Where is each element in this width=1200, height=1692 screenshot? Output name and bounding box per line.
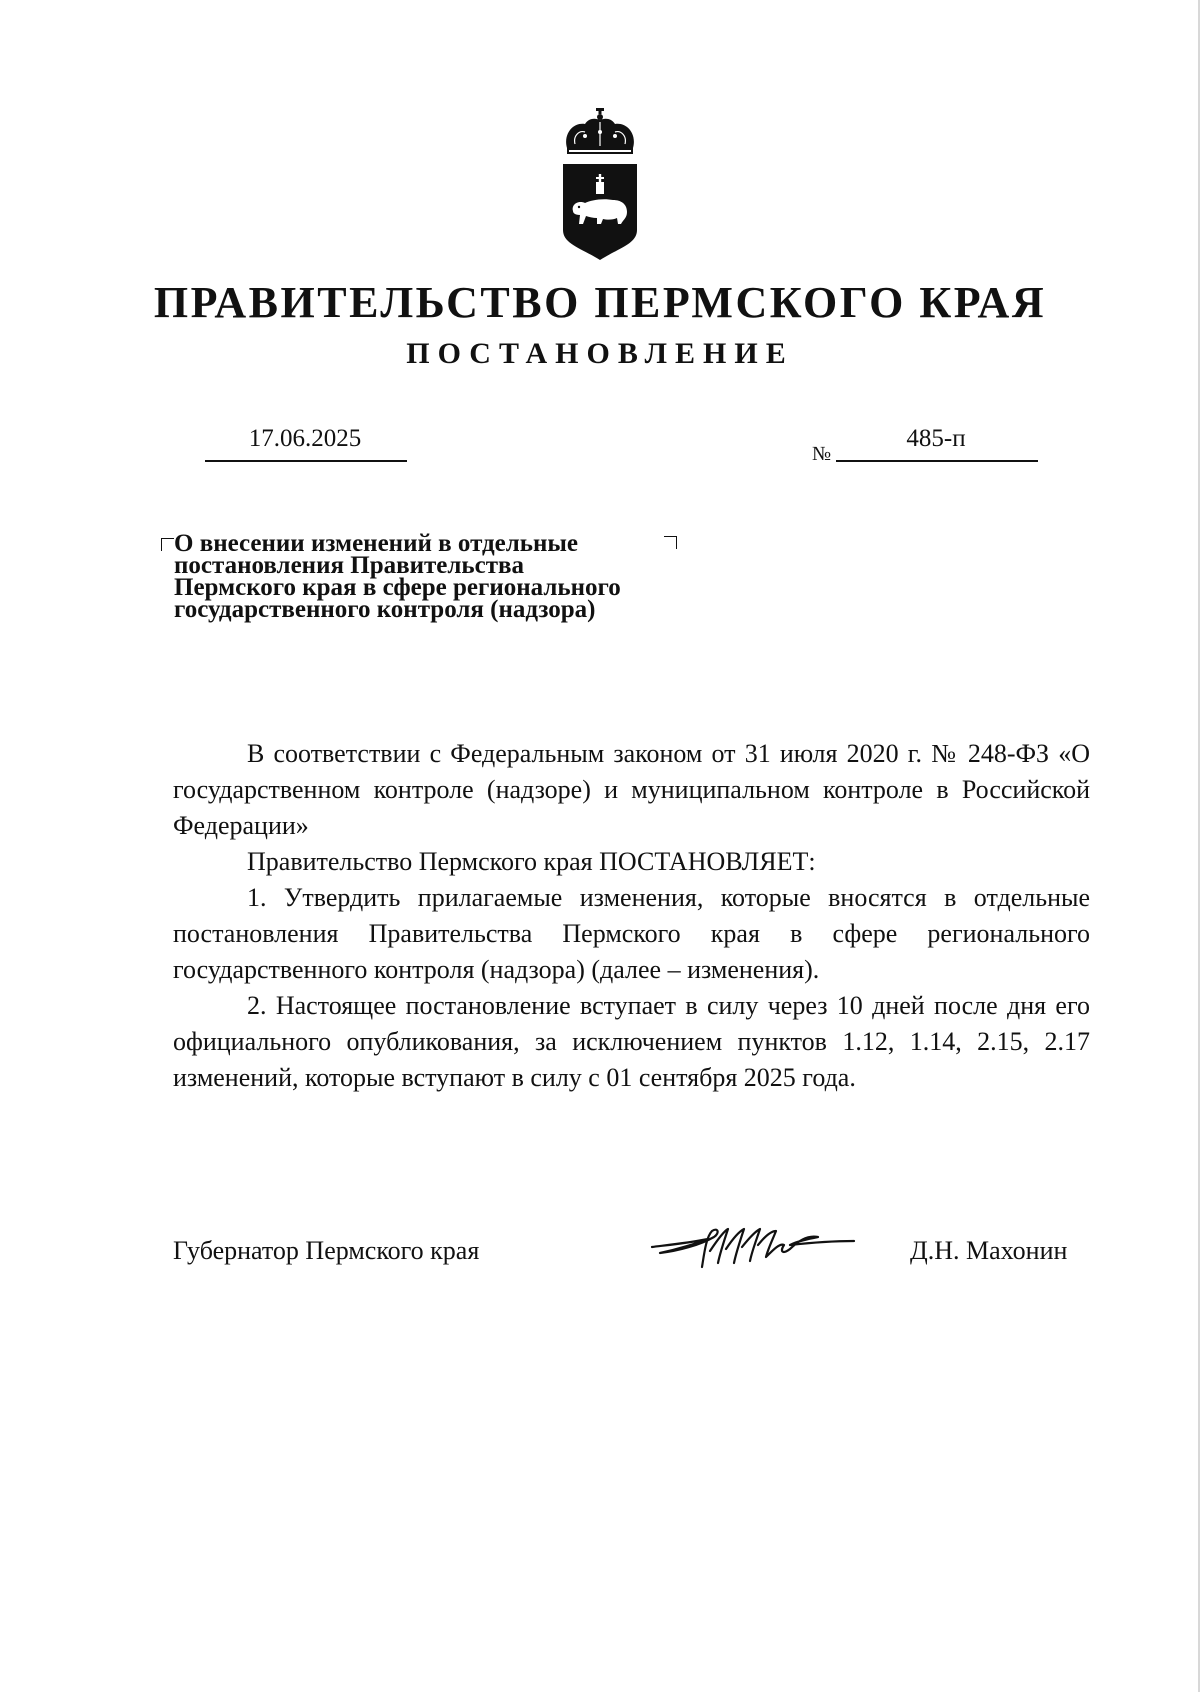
government-title: ПРАВИТЕЛЬСТВО ПЕРМСКОГО КРАЯ [153,278,1047,327]
subject-line: Пермского края в сфере регионального [174,574,621,601]
body-paragraph-preamble: В соответствии с Федеральным законом от 31 июля 2020 г. № 248-ФЗ «О государственном контроле (надзоре) и муниципальном контроле в Российской Федерации» [173,739,1090,840]
number-sign: № [812,443,832,465]
coat-of-arms-icon [555,108,645,260]
body-paragraph-resolves: Правительство Пермского края ПОСТАНОВЛЯЕТ: [247,847,816,876]
signer-name: Д.Н. Махонин [910,1236,1068,1265]
body-paragraph-item-2: 2. Настоящее постановление вступает в силу через 10 дней после дня его официального опубликования, за исключением пунктов 1.12, 1.14, 2.15, 2.17 изменений, которые вступают в силу с 01 сентября 2025 года. [173,991,1090,1092]
document-subject [174,530,694,623]
document-body [173,736,1090,1096]
subject-corner-mark-left [161,538,174,551]
subject-line: О внесении изменений в отдельные [174,530,579,557]
document-type: ПОСТАНОВЛЕНИЕ [406,337,794,370]
number-underline [836,460,1038,462]
document-number: 485-п [906,425,966,452]
crown-icon [566,108,634,154]
body-paragraph-item-1: 1. Утвердить прилагаемые изменения, которые вносятся в отдельные постановления Правительства Пермского края в сфере регионального государственного контроля (надзора) (далее – изменения). [173,883,1090,984]
subject-line: государственного контроля (надзора) [174,596,596,623]
document-date: 17.06.2025 [248,425,362,452]
subject-line: постановления Правительства [174,552,524,579]
handwritten-signature-icon [648,1215,858,1275]
date-underline [205,460,407,462]
signer-title: Губернатор Пермского края [173,1236,480,1265]
